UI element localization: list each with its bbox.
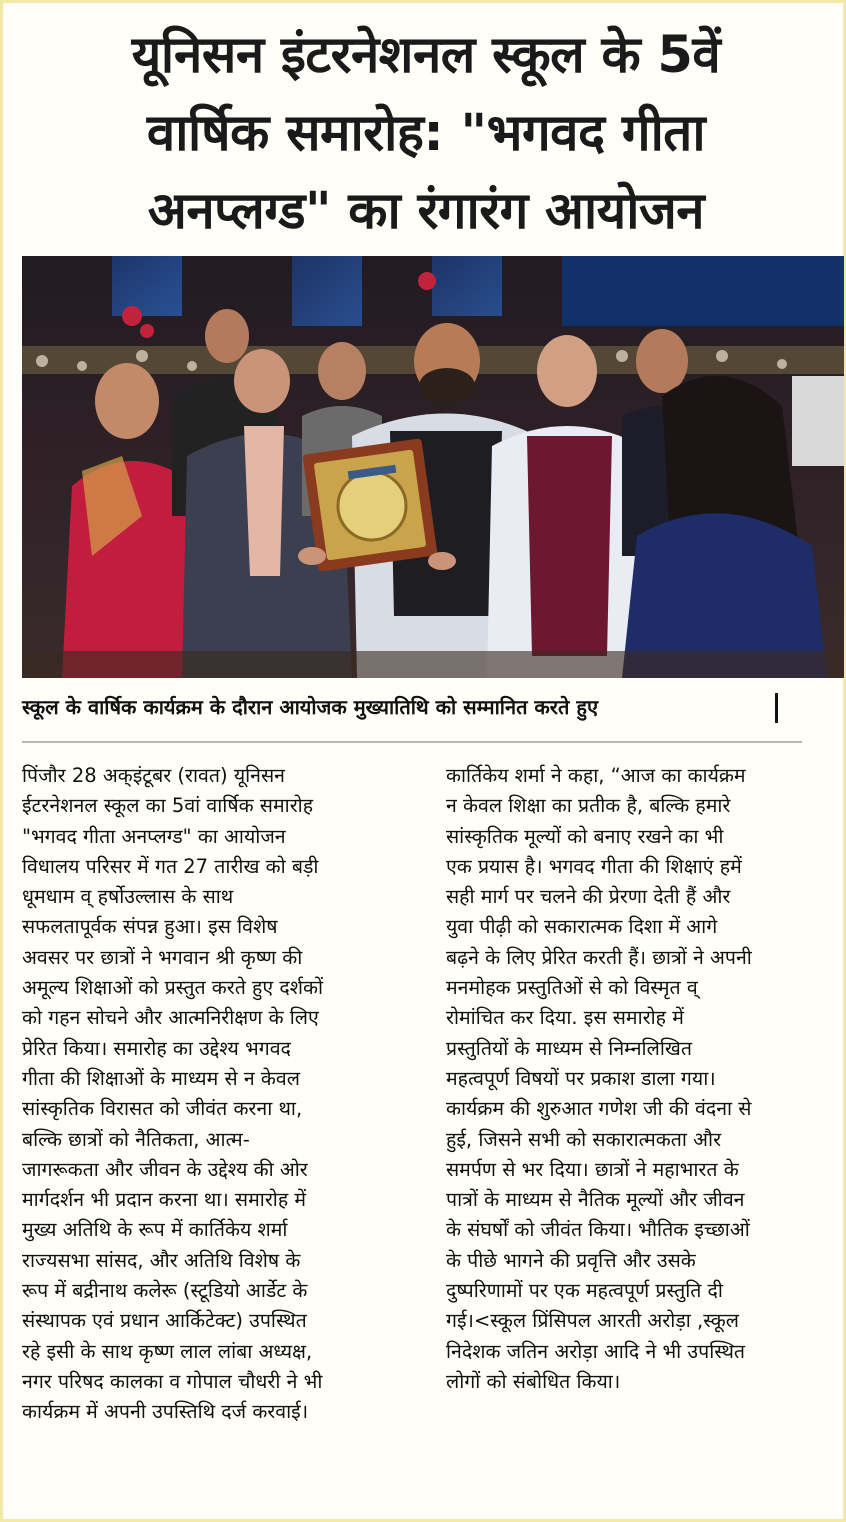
article-left-line: सांस्कृतिक विरासत को जीवंत करना था, <box>22 1097 303 1121</box>
article-left-line: मुख्य अतिथि के रूप में कार्तिकेय शर्मा <box>22 1218 288 1242</box>
article-left-line: मार्गदर्शन भी प्रदान करना था। समारोह में <box>22 1188 307 1212</box>
article-left-line: अवसर पर छात्रों ने भगवान श्री कृष्ण की <box>22 945 303 969</box>
article-right-line: निदेशक जतिन अरोड़ा आदि ने भी उपस्थित <box>446 1339 746 1363</box>
article-right-line: मनमोहक प्रस्तुतिओं से को विस्मृत व् <box>446 976 698 1000</box>
article-right-line: के संघर्षों को जीवंत किया। भौतिक इच्छाओं <box>446 1218 750 1242</box>
photo-caption: स्कूल के वार्षिक कार्यक्रम के दौरान आयोजक मुख्यातिथि को सम्मानित करते हुए <box>22 695 599 719</box>
article-left-line: अमूल्य शिक्षाओं को प्रस्तुत करते हुए दर्शकों <box>22 976 324 1000</box>
article-right-line: कार्तिकेय शर्मा ने कहा, “आज का कार्यक्रम <box>446 764 746 787</box>
article-right-line: न केवल शिक्षा का प्रतीक है, बल्कि हमारे <box>446 794 731 818</box>
headline <box>33 17 819 251</box>
article-column-left <box>22 761 420 1428</box>
article-right-line: सही मार्ग पर चलने की प्रेरणा देती हैं और <box>446 885 731 909</box>
award-photo-illustration <box>22 256 844 678</box>
article-left-line: राज्यसभा सांसद, और अतिथि विशेष के <box>22 1248 301 1272</box>
article-left-line: प्रेरित किया। समारोह का उद्देश्य भगवद <box>22 1036 291 1060</box>
article-right-line: महत्वपूर्ण विषयों पर प्रकाश डाला गया। <box>446 1066 716 1090</box>
article-left-line: बल्कि छात्रों को नैतिकता, आत्म- <box>22 1127 250 1151</box>
article-right-line: सांस्कृतिक मूल्यों को बनाए रखने का भी <box>446 824 724 848</box>
article-right-line: प्रस्तुतियों के माध्यम से निम्नलिखित <box>446 1036 692 1060</box>
article-left-line: "भगवद गीता अनप्लग्ड" का आयोजन <box>22 824 286 848</box>
article-right-line: दुष्परिणामों पर एक महत्वपूर्ण प्रस्तुति दी <box>446 1279 723 1303</box>
article-right-line: पात्रों के माध्यम से नैतिक मूल्यों और जीवन <box>446 1188 745 1212</box>
headline-line-3: अनप्लग्ड" का रंगारंग आयोजन <box>147 182 705 241</box>
caption-divider <box>775 693 778 723</box>
article-right-line: रोमांचित कर दिया. इस समारोह में <box>446 1006 684 1030</box>
article-left-line: पिंजौर 28 अक्इंटूबर (रावत) यूनिसन <box>22 764 286 787</box>
article-left-line: ईटरनेशनल स्कूल का 5वां वार्षिक समारोह <box>22 794 314 818</box>
article-left-line: जागरूकता और जीवन के उद्देश्य की ओर <box>22 1157 308 1181</box>
article-left-line: विधालय परिसर में गत 27 तारीख को बड़ी <box>22 854 319 878</box>
article-right-line: के पीछे भागने की प्रवृत्ति और उसके <box>446 1248 696 1272</box>
article-left-line: नगर परिषद कालका व गोपाल चौधरी ने भी <box>22 1369 323 1393</box>
article-left-line: संस्थापक एवं प्रधान आर्किटेक्ट) उपस्थित <box>22 1309 307 1333</box>
article-right-line: हुई, जिसने सभी को सकारात्मकता और <box>446 1127 722 1151</box>
headline-line-2: वार्षिक समारोह: "भगवद गीता <box>146 104 706 163</box>
article-left-line: सफलतापूर्वक संपन्न हुआ। इस विशेष <box>22 915 278 939</box>
article-right-line: गई।<स्कूल प्रिंसिपल आरती अरोड़ा ,स्कूल <box>446 1309 739 1333</box>
article-right-line: युवा पीढ़ी को सकारात्मक दिशा में आगे <box>446 915 718 939</box>
article-column-right <box>446 761 844 1397</box>
article-right-line: एक प्रयास है। भगवद गीता की शिक्षाएं हमें <box>446 854 742 878</box>
article-left-line: धूमधाम व् हर्षोउल्लास के साथ <box>22 885 234 909</box>
article-left-line: रहे इसी के साथ कृष्ण लाल लांबा अध्यक्ष, <box>22 1339 313 1363</box>
article-right-line: बढ़ने के लिए प्रेरित करती हैं। छात्रों ने अपनी <box>446 945 752 969</box>
article-left-line: गीता की शिक्षाओं के माध्यम से न केवल <box>22 1066 300 1090</box>
article-left-line: को गहन सोचने और आत्मनिरीक्षण के लिए <box>22 1006 319 1030</box>
article-right-line: कार्यक्रम की शुरुआत गणेश जी की वंदना से <box>446 1097 752 1121</box>
award-photo <box>22 256 844 678</box>
section-divider <box>22 741 802 743</box>
article-right-line: लोगों को संबोधित किया। <box>446 1369 621 1393</box>
headline-line-1: यूनिसन इंटरनेशनल स्कूल के 5वें <box>131 26 721 85</box>
article-left-line: रूप में बद्रीनाथ कलेरू (स्टूडियो आर्डेट के <box>22 1279 308 1303</box>
article-right-line: समर्पण से भर दिया। छात्रों ने महाभारत के <box>446 1157 739 1181</box>
article-left-line: कार्यक्रम में अपनी उपस्तिथि दर्ज करवाई। <box>22 1400 309 1424</box>
